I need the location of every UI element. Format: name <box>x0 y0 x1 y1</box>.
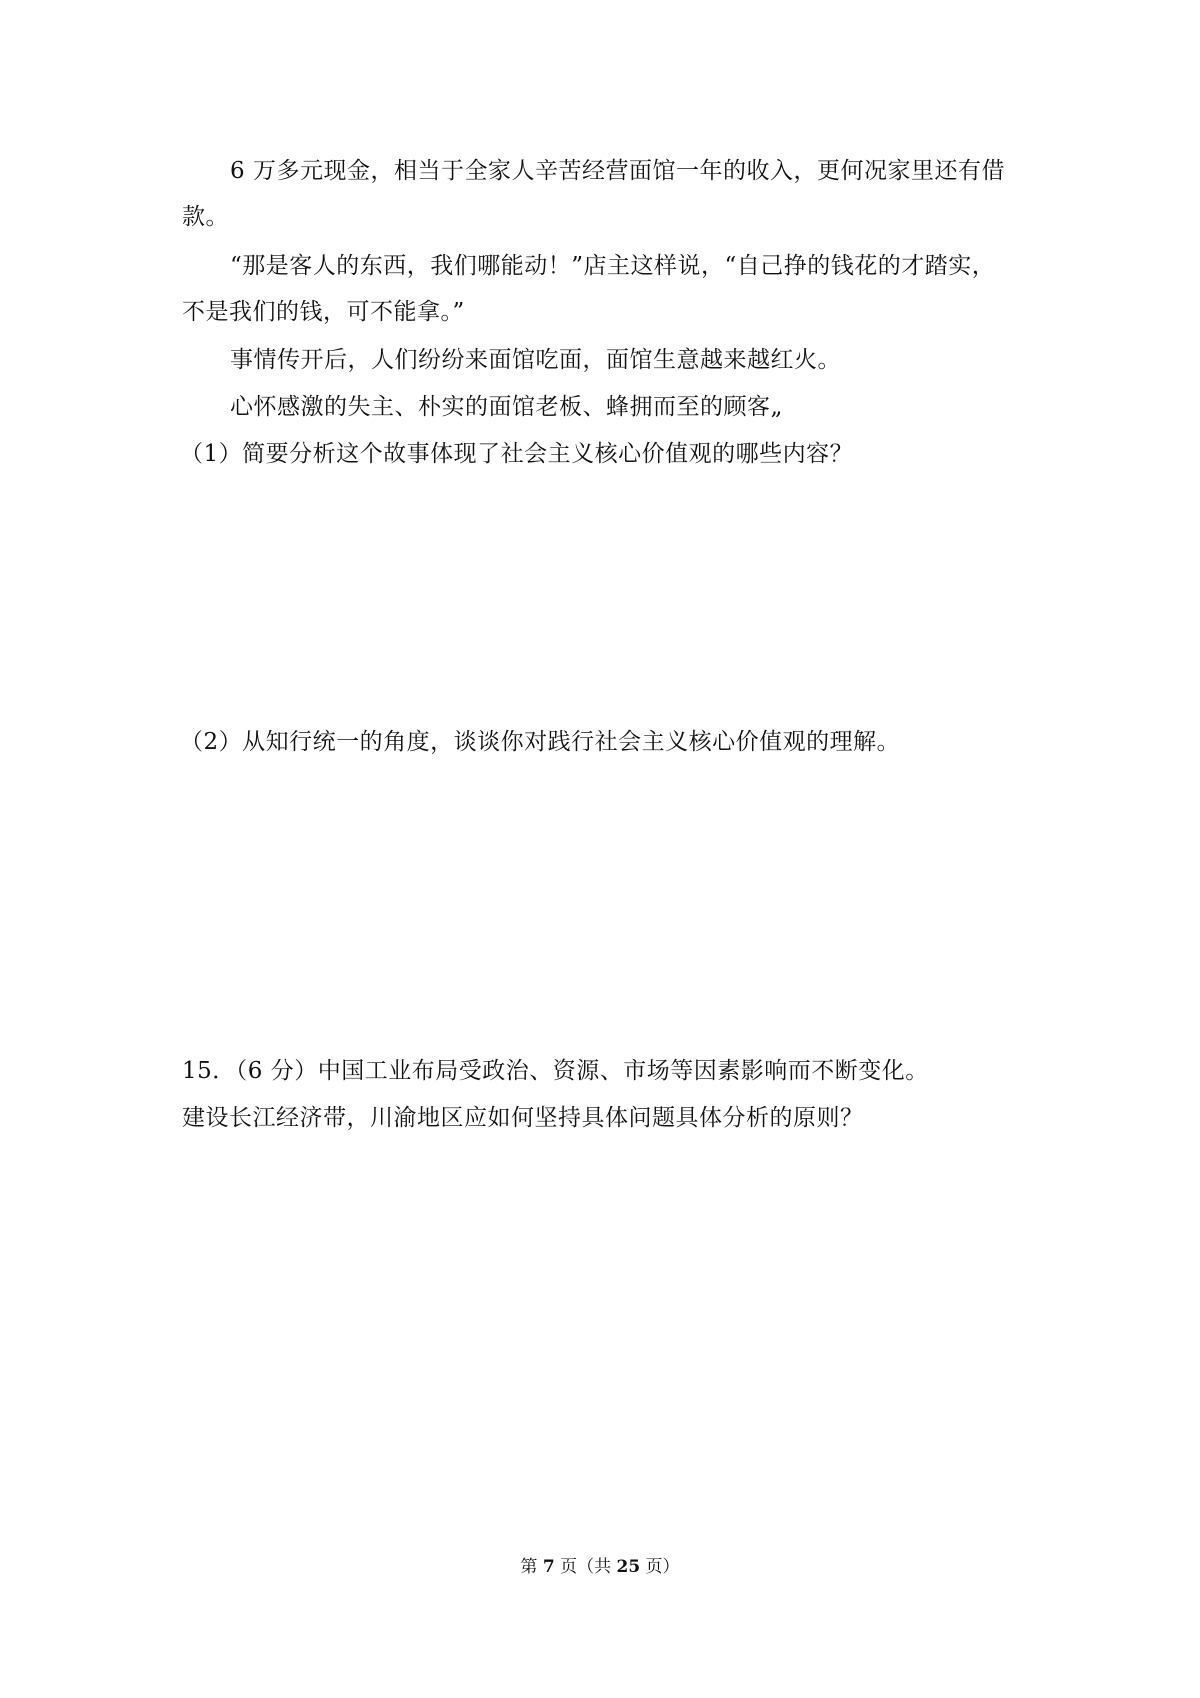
footer-total-pages: 25 <box>616 1557 641 1577</box>
passage-paragraph-4: 心怀感激的失主、朴实的面馆老板、蜂拥而至的顾客„ <box>230 394 783 420</box>
footer-middle: 页（共 <box>554 1557 617 1577</box>
page-footer <box>0 1556 1200 1578</box>
footer-suffix: 页） <box>640 1557 680 1577</box>
passage-paragraph-2-line-1: “那是客人的东西，我们哪能动！”店主这样说，“自己挣的钱花的才踏实， <box>230 253 996 279</box>
footer-prefix: 第 <box>520 1557 543 1577</box>
passage-paragraph-2-line-2: 不是我们的钱，可不能拿。” <box>182 299 465 325</box>
question-14-part-1: （1）简要分析这个故事体现了社会主义核心价值观的哪些内容？ <box>180 441 854 467</box>
passage-paragraph-1-line-2: 款。 <box>182 204 229 230</box>
footer-page-number: 7 <box>542 1557 555 1577</box>
question-15-line-2: 建设长江经济带，川渝地区应如何坚持具体问题具体分析的原则？ <box>182 1105 864 1131</box>
question-14-part-2: （2）从知行统一的角度，谈谈你对践行社会主义核心价值观的理解。 <box>180 729 901 755</box>
question-15-line-1: 15．（6 分）中国工业布局受政治、资源、市场等因素影响而不断变化。 <box>182 1058 929 1084</box>
passage-paragraph-1-line-1: 6 万多元现金，相当于全家人辛苦经营面馆一年的收入，更何况家里还有借 <box>230 158 1005 184</box>
passage-paragraph-3: 事情传开后，人们纷纷来面馆吃面，面馆生意越来越红火。 <box>230 347 841 373</box>
